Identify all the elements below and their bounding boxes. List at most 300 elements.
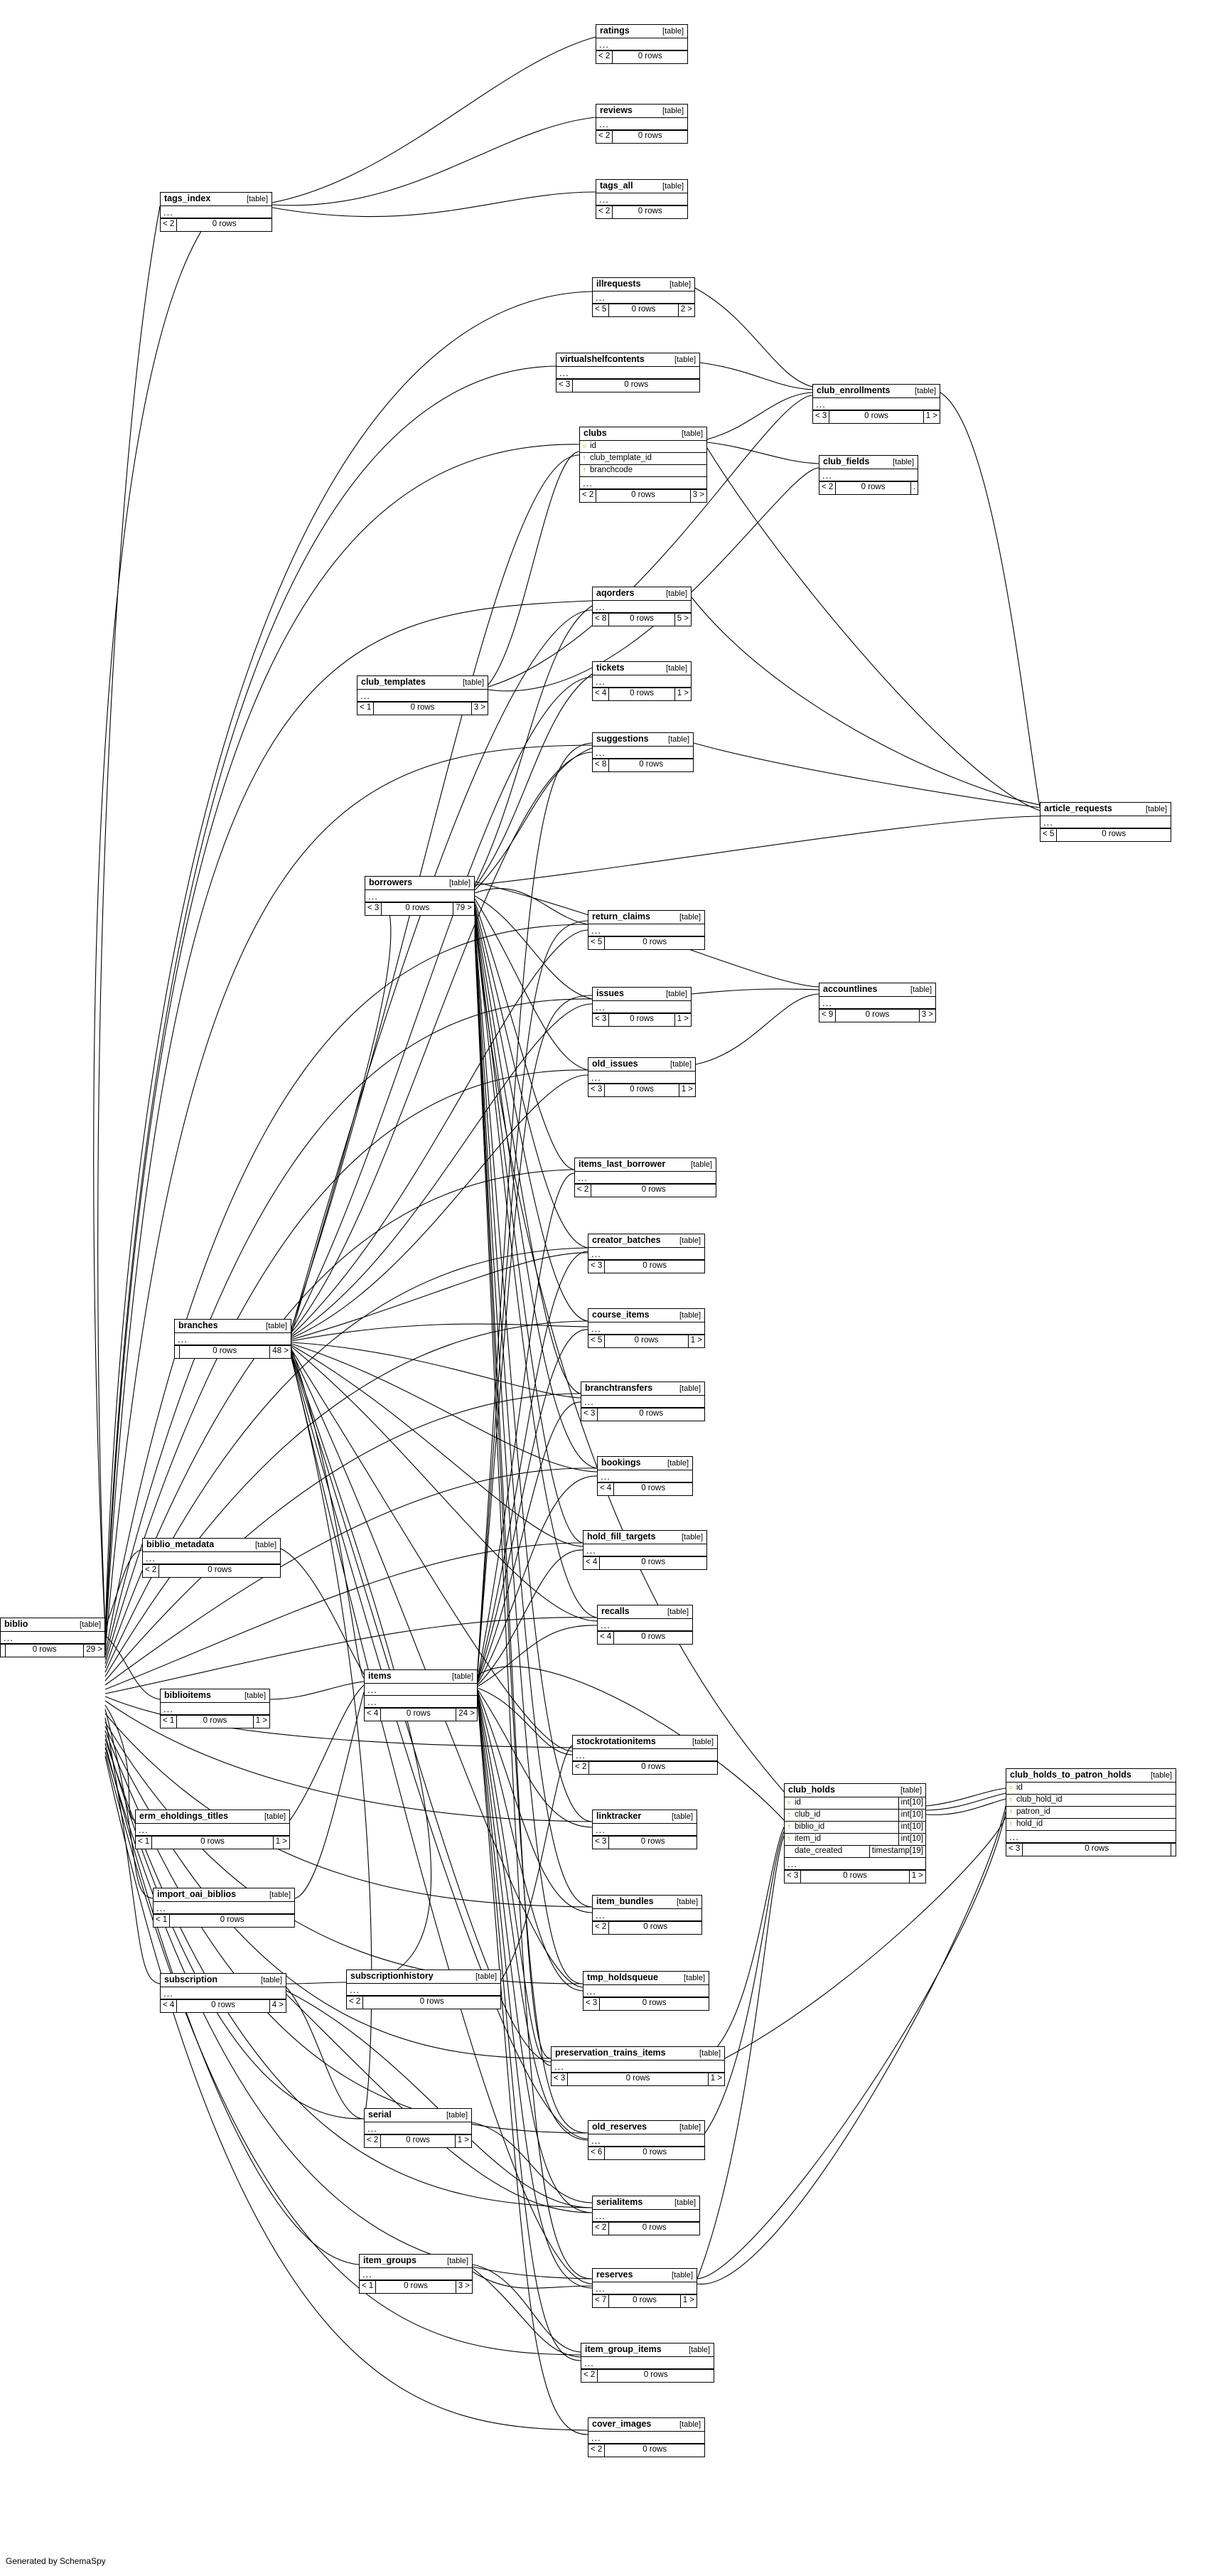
more-columns-ellipsis: ... — [365, 1684, 477, 1696]
outgoing-relations-count: 24 > — [458, 1709, 475, 1718]
table-node-branchtransfers[interactable] — [581, 1381, 705, 1421]
outgoing-relations-count: 29 > — [86, 1645, 102, 1654]
column-row — [580, 441, 706, 453]
incoming-relations-count: < 2 — [581, 2370, 598, 2382]
table-node-ratings[interactable] — [596, 24, 688, 64]
column-row — [785, 1797, 925, 1810]
table-node-clubs[interactable] — [579, 427, 707, 503]
table-footer-item_groups — [360, 2280, 472, 2293]
table-type-label: [table] — [682, 429, 703, 438]
incoming-relations-count: < 3 — [581, 1409, 598, 1421]
table-type-label: [table] — [446, 2111, 468, 2120]
row-count: 0 rows — [640, 1837, 665, 1846]
table-type-label: [table] — [1151, 1771, 1172, 1780]
table-name: biblio — [4, 1619, 28, 1629]
table-type-label: [table] — [666, 990, 687, 998]
row-count: 0 rows — [596, 490, 690, 502]
table-type-label: [table] — [679, 913, 701, 921]
table-name: item_bundles — [596, 1896, 654, 1906]
table-title-item_groups — [360, 2255, 472, 2268]
table-node-return_claims[interactable] — [588, 910, 705, 950]
more-columns-ellipsis: ... — [593, 675, 691, 688]
table-type-label: [table] — [463, 678, 484, 687]
key-icon: ↑ — [1009, 1796, 1013, 1804]
outgoing-relations-count: 1 > — [911, 1871, 923, 1880]
outgoing-relations-count: 1 > — [677, 689, 689, 698]
outgoing-relations-count: 1 > — [275, 1837, 287, 1846]
table-title-items_last_borrower — [575, 1158, 716, 1172]
more-columns-ellipsis: ... — [1041, 816, 1171, 828]
more-columns-ellipsis: ... — [1006, 1831, 1176, 1843]
more-columns-ellipsis: ... — [598, 1619, 692, 1631]
row-count: 0 rows — [220, 1915, 244, 1924]
incoming-relations-count: < 2 — [819, 482, 836, 494]
incoming-relations-count — [175, 1346, 180, 1358]
table-name: erm_eholdings_titles — [139, 1811, 229, 1821]
column-name: club_template_id — [590, 454, 652, 462]
table-node-suggestions[interactable] — [592, 732, 694, 772]
key-icon: ↑ — [1009, 1808, 1013, 1816]
table-title-club_enrollments — [813, 385, 940, 398]
table-node-hold_fill_targets[interactable] — [583, 1530, 707, 1570]
more-columns-ellipsis: ... — [573, 1749, 717, 1761]
table-footer-return_claims — [588, 936, 704, 949]
incoming-relations-count: < 3 — [593, 1837, 609, 1849]
row-count: 0 rows — [639, 760, 664, 769]
table-footer-virtualshelfcontents — [556, 379, 699, 392]
incoming-relations-count: < 3 — [365, 903, 382, 915]
row-count: 0 rows — [643, 2371, 668, 2379]
table-node-reviews[interactable] — [596, 104, 688, 144]
table-node-tickets[interactable] — [592, 661, 692, 701]
incoming-relations-count: < 2 — [143, 1565, 159, 1577]
row-count: 0 rows — [609, 688, 674, 700]
table-name: illrequests — [596, 279, 641, 289]
table-node-reserves[interactable] — [592, 2268, 697, 2308]
row-count: 0 rows — [638, 207, 662, 215]
table-node-bookings[interactable] — [597, 1456, 693, 1496]
table-node-subscriptionhistory[interactable] — [346, 1970, 501, 2009]
row-count: 0 rows — [609, 1014, 674, 1026]
row-count: 0 rows — [639, 1409, 664, 1418]
table-title-tickets — [593, 662, 691, 675]
table-node-club_fields[interactable] — [819, 455, 918, 495]
table-name: serial — [368, 2110, 392, 2120]
table-title-branchtransfers — [581, 1382, 704, 1396]
outgoing-relations-count: 1 > — [255, 1716, 267, 1725]
row-count: 0 rows — [641, 1763, 666, 1771]
table-footer-course_items — [588, 1335, 704, 1347]
table-title-virtualshelfcontents — [556, 353, 699, 367]
column-type: timestamp[19] — [869, 1846, 925, 1857]
table-type-label: [table] — [692, 1738, 714, 1746]
table-type-label: [table] — [670, 280, 691, 289]
incoming-relations-count: < 3 — [552, 2073, 568, 2085]
incoming-relations-count: < 3 — [584, 1998, 600, 2010]
table-node-club_holds_to_patron_holds[interactable] — [1006, 1768, 1176, 1856]
column-name: club_hold_id — [1016, 1795, 1063, 1804]
table-node-illrequests[interactable] — [592, 277, 695, 317]
incoming-relations-count: < 2 — [365, 2135, 381, 2147]
key-icon: ○ — [786, 1799, 792, 1807]
incoming-relations-count: < 2 — [596, 131, 613, 143]
row-count: 0 rows — [642, 2148, 667, 2157]
table-name: club_fields — [823, 456, 870, 466]
row-count: 0 rows — [609, 614, 674, 626]
row-count: 0 rows — [638, 132, 662, 140]
table-type-label: [table] — [672, 1812, 693, 1821]
more-columns-ellipsis: ... — [593, 2210, 699, 2222]
table-node-recalls[interactable] — [597, 1605, 693, 1645]
table-title-hold_fill_targets — [584, 1531, 706, 1544]
table-footer-subscription — [161, 1999, 286, 2012]
column-name: club_id — [795, 1810, 821, 1819]
table-type-label: [table] — [691, 1160, 712, 1169]
table-node-import_oai_biblios[interactable] — [153, 1888, 295, 1928]
table-footer-old_issues — [588, 1084, 695, 1096]
table-footer-serialitems — [593, 2222, 699, 2235]
table-title-serial — [365, 2109, 471, 2122]
table-node-club_templates[interactable] — [357, 675, 488, 715]
more-columns-ellipsis: ... — [575, 1172, 716, 1184]
table-node-tags_index[interactable] — [160, 192, 272, 232]
table-title-item_group_items — [581, 2343, 714, 2357]
table-footer-biblio_metadata — [143, 1564, 280, 1577]
table-footer-suggestions — [593, 759, 693, 771]
table-node-borrowers[interactable] — [365, 876, 475, 916]
table-name: club_templates — [361, 677, 426, 687]
outgoing-relations-count: 79 > — [456, 904, 472, 912]
more-columns-ellipsis: ... — [593, 747, 693, 759]
row-count: 0 rows — [641, 1632, 666, 1641]
table-type-label: [table] — [447, 2257, 468, 2265]
table-footer-illrequests — [593, 304, 694, 316]
table-node-items[interactable] — [364, 1669, 478, 1721]
table-type-label: [table] — [80, 1620, 101, 1629]
table-type-label: [table] — [666, 664, 687, 673]
table-type-label: [table] — [910, 985, 932, 994]
table-type-label: [table] — [672, 2271, 693, 2280]
table-title-club_holds_to_patron_holds — [1006, 1769, 1176, 1783]
incoming-relations-count: < 5 — [588, 937, 605, 949]
row-count: 0 rows — [208, 1566, 232, 1574]
column-type: int[10] — [898, 1822, 925, 1833]
table-node-erm_eholdings_titles[interactable] — [135, 1810, 290, 1849]
table-title-biblio — [1, 1618, 104, 1632]
more-columns-ellipsis: ... — [175, 1333, 291, 1345]
table-name: subscriptionhistory — [350, 1971, 434, 1981]
table-title-club_fields — [819, 456, 918, 469]
more-columns-ellipsis: ... — [584, 1544, 706, 1556]
more-columns-ellipsis: ... — [588, 2134, 704, 2147]
row-count: 0 rows — [1023, 1844, 1171, 1856]
more-columns-ellipsis: ... — [593, 1824, 697, 1836]
table-type-label: [table] — [682, 1533, 703, 1541]
table-type-label: [table] — [1146, 805, 1167, 813]
table-name: branches — [178, 1320, 218, 1330]
table-type-label: [table] — [674, 356, 696, 364]
row-count: 0 rows — [829, 411, 923, 423]
incoming-relations-count: < 5 — [593, 304, 609, 316]
column-name: biblio_id — [795, 1822, 825, 1831]
table-name: club_holds — [788, 1785, 835, 1795]
table-footer-ratings — [596, 50, 687, 63]
table-type-label: [table] — [684, 1974, 705, 1982]
table-node-tmp_holdsqueue[interactable] — [583, 1971, 709, 2011]
column-row — [785, 1846, 925, 1858]
table-type-label: [table] — [900, 1786, 922, 1795]
more-columns-ellipsis: ... — [357, 690, 488, 702]
row-count: 0 rows — [212, 220, 237, 228]
table-name: recalls — [601, 1606, 630, 1616]
table-footer-old_reserves — [588, 2147, 704, 2159]
table-title-linktracker — [593, 1810, 697, 1824]
table-title-erm_eholdings_titles — [136, 1810, 289, 1824]
table-type-label: [table] — [674, 2198, 696, 2207]
row-count: 0 rows — [605, 1335, 688, 1347]
table-node-biblio[interactable] — [0, 1618, 105, 1657]
table-name: creator_batches — [592, 1235, 661, 1245]
table-name: ratings — [600, 26, 630, 36]
row-count: 0 rows — [642, 938, 667, 946]
incoming-relations-count: < 3 — [1006, 1844, 1023, 1856]
more-columns-ellipsis: ... — [154, 1902, 294, 1914]
table-name: items_last_borrower — [579, 1159, 666, 1169]
table-node-virtualshelfcontents[interactable] — [556, 353, 700, 392]
column-name: id — [1016, 1783, 1023, 1792]
table-type-label: [table] — [915, 387, 936, 395]
table-node-club_holds[interactable] — [784, 1783, 926, 1883]
row-count: 0 rows — [376, 2281, 456, 2293]
table-type-label: [table] — [247, 195, 268, 203]
table-type-label: [table] — [699, 2049, 721, 2058]
table-type-label: [table] — [266, 1322, 287, 1330]
table-node-old_issues[interactable] — [588, 1057, 696, 1097]
row-count: 0 rows — [836, 482, 910, 494]
table-type-label: [table] — [244, 1691, 266, 1700]
table-node-subscription[interactable] — [160, 1973, 286, 2013]
more-columns-ellipsis: ... — [596, 118, 687, 130]
column-row — [1006, 1795, 1176, 1807]
more-columns-ellipsis: ... — [593, 601, 691, 613]
table-title-accountlines — [819, 983, 935, 997]
table-name: import_oai_biblios — [157, 1889, 237, 1899]
table-name: subscription — [164, 1974, 218, 1984]
table-node-issues[interactable] — [592, 987, 692, 1027]
key-icon: ↑ — [582, 454, 586, 462]
table-footer-tickets — [593, 688, 691, 700]
more-columns-ellipsis: ... — [819, 997, 935, 1009]
incoming-relations-count: < 2 — [573, 1762, 589, 1774]
table-node-linktracker[interactable] — [592, 1810, 697, 1849]
incoming-relations-count: < 2 — [161, 219, 177, 231]
more-columns-ellipsis: ... — [598, 1470, 692, 1482]
more-columns-ellipsis: ... — [785, 1858, 925, 1870]
table-name: biblio_metadata — [146, 1539, 215, 1549]
table-footer-biblioitems — [161, 1715, 269, 1728]
row-count: 0 rows — [609, 2295, 680, 2307]
table-footer-cover_images — [588, 2444, 704, 2457]
outgoing-relations-count: 1 > — [710, 2074, 722, 2083]
incoming-relations-count: < 1 — [154, 1915, 170, 1927]
table-footer-club_enrollments — [813, 410, 940, 423]
table-footer-club_holds — [785, 1870, 925, 1883]
table-footer-stockrotationitems — [573, 1761, 717, 1774]
table-node-stockrotationitems[interactable] — [572, 1735, 718, 1775]
table-title-subscriptionhistory — [347, 1970, 500, 1984]
table-footer-recalls — [598, 1631, 692, 1644]
incoming-relations-count: < 7 — [593, 2295, 609, 2307]
table-node-item_bundles[interactable] — [592, 1895, 702, 1935]
more-columns-ellipsis: ... — [1, 1632, 104, 1644]
incoming-relations-count: < 8 — [593, 614, 609, 626]
table-title-biblio_metadata — [143, 1539, 280, 1552]
table-type-label: [table] — [667, 1459, 689, 1468]
more-columns-ellipsis: ... — [588, 1248, 704, 1260]
table-footer-hold_fill_targets — [584, 1556, 706, 1569]
table-type-label: [table] — [662, 27, 684, 36]
row-count: 0 rows — [641, 1185, 666, 1194]
table-title-aqorders — [593, 587, 691, 601]
more-columns-ellipsis: ... — [593, 292, 694, 304]
incoming-relations-count: < 1 — [161, 1716, 177, 1728]
table-node-biblioitems[interactable] — [160, 1689, 270, 1728]
table-title-cover_images — [588, 2418, 704, 2432]
table-node-items_last_borrower[interactable] — [574, 1158, 716, 1197]
table-name: serialitems — [596, 2197, 643, 2207]
column-row — [580, 465, 706, 477]
table-node-creator_batches[interactable] — [588, 1234, 705, 1273]
row-count: 0 rows — [177, 2000, 269, 2012]
table-footer-serial — [365, 2134, 471, 2147]
row-count: 0 rows — [568, 2073, 708, 2085]
row-count: 0 rows — [641, 1484, 666, 1492]
table-name: branchtransfers — [585, 1383, 653, 1393]
row-count: 0 rows — [642, 2223, 667, 2232]
incoming-relations-count: < 3 — [593, 1014, 609, 1026]
table-node-article_requests[interactable] — [1040, 802, 1171, 842]
incoming-relations-count: < 1 — [136, 1837, 152, 1849]
table-title-old_issues — [588, 1058, 695, 1071]
incoming-relations-count: < 3 — [785, 1871, 801, 1883]
table-name: tags_all — [600, 181, 633, 191]
row-count: 0 rows — [419, 1997, 444, 2006]
table-node-branches[interactable] — [174, 1319, 291, 1359]
table-node-serialitems[interactable] — [592, 2196, 700, 2235]
table-footer-aqorders — [593, 613, 691, 626]
table-node-item_groups[interactable] — [359, 2254, 473, 2294]
row-count: 0 rows — [152, 1837, 273, 1849]
row-count: 0 rows — [801, 1871, 909, 1883]
table-node-item_group_items[interactable] — [581, 2343, 714, 2383]
table-title-items — [365, 1670, 477, 1684]
outgoing-relations-count: 1 > — [681, 1085, 693, 1094]
table-footer-branches — [175, 1345, 291, 1358]
table-footer-subscriptionhistory — [347, 1996, 500, 2009]
more-columns-ellipsis: ... — [556, 367, 699, 379]
table-node-course_items[interactable] — [588, 1308, 705, 1348]
incoming-relations-count: < 4 — [584, 1557, 600, 1569]
table-type-label: [table] — [452, 1672, 473, 1681]
table-title-illrequests — [593, 278, 694, 292]
table-footer-item_group_items — [581, 2369, 714, 2382]
incoming-relations-count: < 2 — [575, 1185, 591, 1197]
incoming-relations-count: < 4 — [365, 1709, 381, 1721]
table-node-old_reserves[interactable] — [588, 2120, 705, 2160]
outgoing-relations-count: 2 > — [680, 305, 692, 314]
table-node-serial[interactable] — [364, 2108, 472, 2148]
table-name: old_issues — [592, 1059, 638, 1069]
key-icon: ↑ — [582, 466, 586, 474]
table-node-aqorders[interactable] — [592, 587, 692, 626]
key-icon — [785, 1846, 793, 1857]
outgoing-relations-count: 3 > — [692, 491, 704, 499]
incoming-relations-count: < 1 — [360, 2281, 376, 2293]
incoming-relations-count: < 4 — [593, 688, 609, 700]
column-list — [580, 441, 706, 477]
table-node-biblio_metadata[interactable] — [142, 1538, 281, 1578]
incoming-relations-count: < 3 — [556, 380, 573, 392]
column-row — [580, 453, 706, 465]
table-node-tags_all[interactable] — [596, 179, 688, 219]
more-columns-ellipsis: ... — [360, 2268, 472, 2280]
outgoing-relations-count: 1 > — [682, 2296, 694, 2304]
key-icon: ○ — [581, 442, 587, 450]
table-title-preservation_trains_items — [552, 2047, 724, 2061]
column-name: branchcode — [590, 466, 633, 474]
more-columns-ellipsis: ... — [596, 38, 687, 50]
table-type-label: [table] — [679, 1384, 701, 1393]
column-row — [1006, 1783, 1176, 1795]
incoming-relations-count: < 4 — [598, 1483, 614, 1495]
row-count: 0 rows — [642, 1261, 667, 1270]
table-footer-accountlines — [819, 1009, 935, 1022]
table-footer-import_oai_biblios — [154, 1914, 294, 1927]
incoming-relations-count: < 5 — [1041, 829, 1057, 841]
table-name: preservation_trains_items — [555, 2048, 666, 2058]
table-name: course_items — [592, 1310, 650, 1320]
table-type-label: [table] — [679, 1311, 701, 1320]
more-columns-ellipsis: ... — [161, 1987, 286, 1999]
table-node-preservation_trains_items[interactable] — [551, 2046, 725, 2086]
row-count: 0 rows — [638, 52, 662, 60]
table-title-bookings — [598, 1457, 692, 1470]
row-count: 0 rows — [6, 1645, 84, 1657]
row-count: 0 rows — [642, 2445, 667, 2454]
table-name: item_group_items — [585, 2344, 662, 2354]
table-node-cover_images[interactable] — [588, 2417, 705, 2457]
table-title-course_items — [588, 1309, 704, 1322]
incoming-relations-count: < 3 — [588, 1084, 605, 1096]
table-name: tags_index — [164, 193, 211, 203]
row-count: 0 rows — [381, 2135, 455, 2147]
table-name: item_groups — [363, 2255, 417, 2265]
table-title-branches — [175, 1320, 291, 1333]
table-name: items — [368, 1671, 392, 1681]
table-title-borrowers — [365, 877, 474, 890]
table-node-club_enrollments[interactable] — [812, 384, 940, 424]
table-node-accountlines[interactable] — [819, 983, 936, 1022]
column-name: patron_id — [1016, 1807, 1050, 1816]
table-name: suggestions — [596, 734, 649, 744]
table-name: article_requests — [1044, 803, 1112, 813]
more-columns-ellipsis: ... — [588, 2432, 704, 2444]
incoming-relations-count: < 2 — [580, 490, 596, 502]
table-type-label: [table] — [662, 182, 684, 191]
key-icon: ↑ — [1009, 1820, 1013, 1828]
table-type-label: [table] — [662, 107, 684, 115]
table-title-biblioitems — [161, 1689, 269, 1703]
